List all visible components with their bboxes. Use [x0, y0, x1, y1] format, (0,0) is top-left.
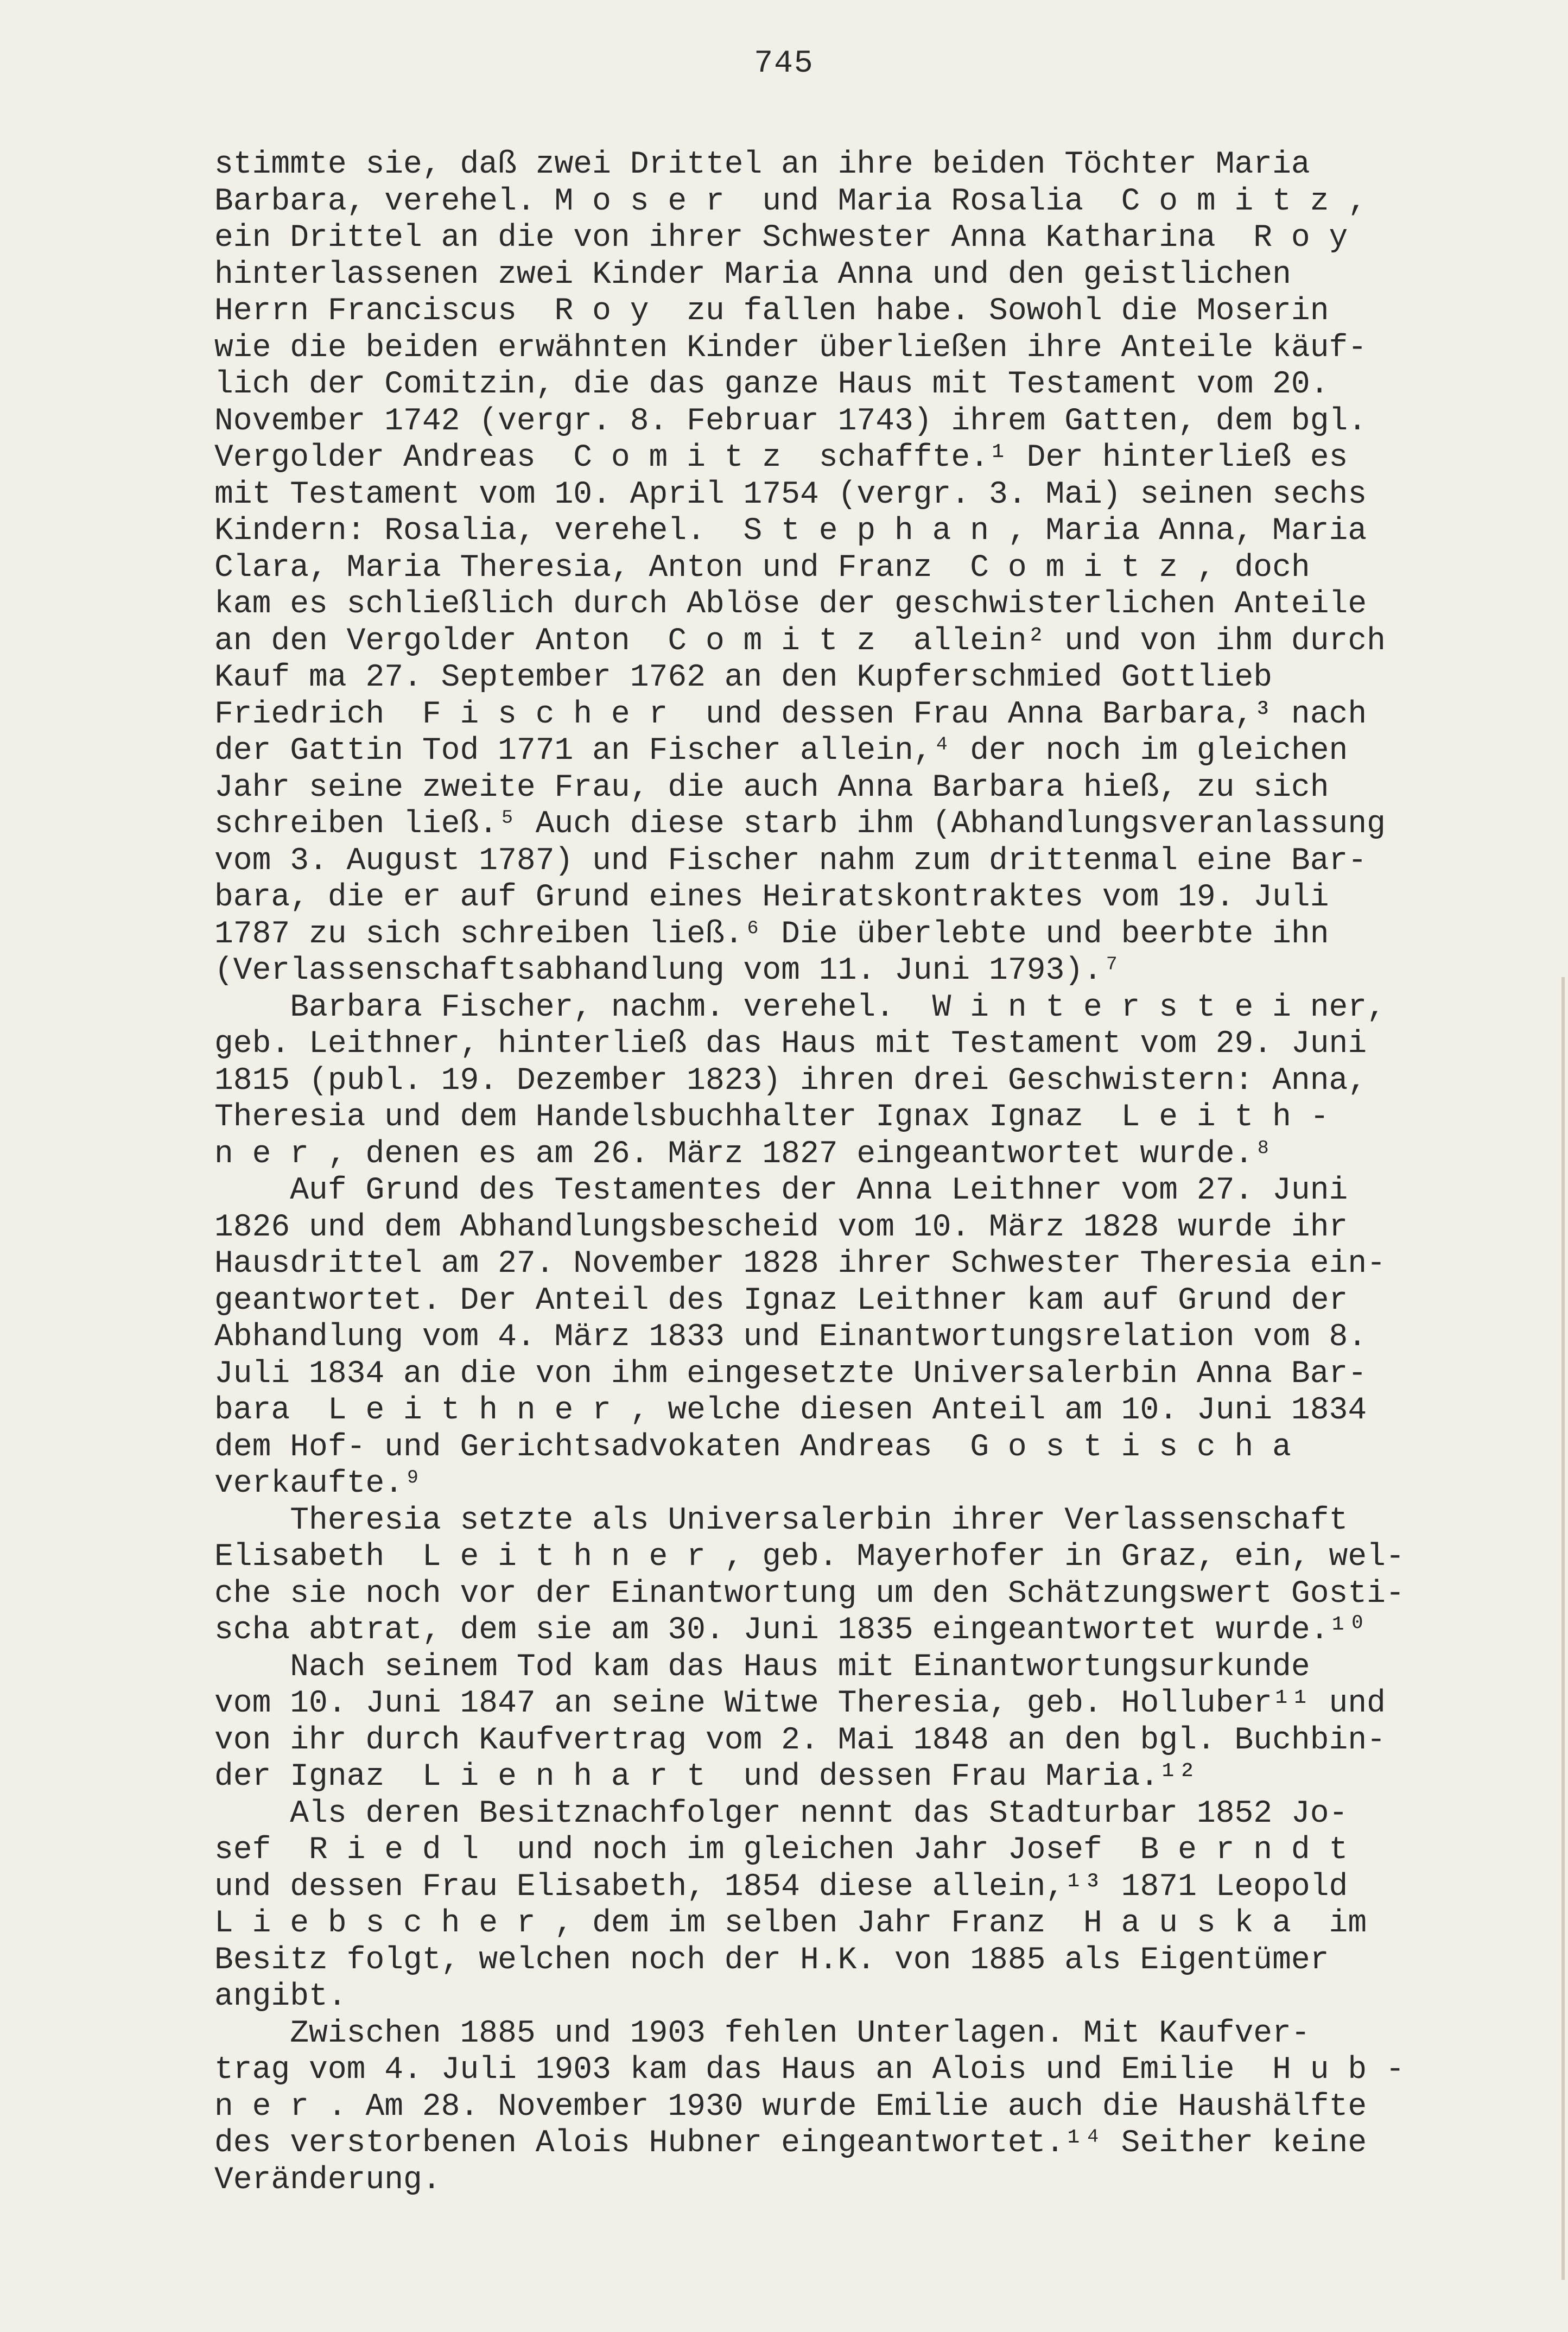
text-line: wie die beiden erwähnten Kinder überließen ihre Anteile käuf- [214, 330, 1367, 366]
text-line: n e r . Am 28. November 1930 wurde Emilie auch die Haushälfte [214, 2089, 1367, 2125]
text-line: November 1742 (vergr. 8. Februar 1743) ihrem Gatten, dem bgl. [214, 403, 1367, 439]
text-line: Abhandlung vom 4. März 1833 und Einantwortungsrelation vom 8. [214, 1320, 1367, 1355]
text-line: n e r , denen es am 26. März 1827 eingeantwortet wurde.⁸ [214, 1136, 1273, 1172]
text-line: 1815 (publ. 19. Dezember 1823) ihren drei Geschwistern: Anna, [214, 1063, 1367, 1099]
text-line: Theresia und dem Handelsbuchhalter Ignax Ignaz L e i t h - [214, 1100, 1329, 1135]
page-number: 745 [754, 46, 814, 81]
text-line: Besitz folgt, welchen noch der H.K. von 1885 als Eigentümer [214, 1942, 1329, 1978]
text-line: Kauf ma 27. September 1762 an den Kupferschmied Gottlieb [214, 660, 1273, 695]
text-line: geb. Leithner, hinterließ das Haus mit Testament vom 29. Juni [214, 1026, 1367, 1062]
text-line: Auf Grund des Testamentes der Anna Leithner vom 27. Juni [214, 1173, 1348, 1208]
text-line: Juli 1834 an die von ihm eingesetzte Universalerbin Anna Bar- [214, 1356, 1367, 1392]
text-line: Elisabeth L e i t h n e r , geb. Mayerhofer in Graz, ein, wel- [214, 1539, 1405, 1575]
text-line: hinterlassenen zwei Kinder Maria Anna und den geistlichen [214, 257, 1291, 293]
text-line: von ihr durch Kaufvertrag vom 2. Mai 1848 an den bgl. Buchbin- [214, 1722, 1386, 1758]
text-line: mit Testament vom 10. April 1754 (vergr. 3. Mai) seinen sechs [214, 477, 1367, 512]
text-line: Hausdrittel am 27. November 1828 ihrer Schwester Theresia ein- [214, 1246, 1386, 1282]
text-line: lich der Comitzin, die das ganze Haus mit Testament vom 20. [214, 367, 1329, 402]
text-line: Vergolder Andreas C o m i t z schaffte.¹ Der hinterließ es [214, 440, 1348, 476]
text-line: 1826 und dem Abhandlungsbescheid vom 10. März 1828 wurde ihr [214, 1209, 1348, 1245]
text-line: che sie noch vor der Einantwortung um den Schätzungswert Gosti- [214, 1576, 1405, 1612]
text-line: an den Vergolder Anton C o m i t z allein² und von ihm durch [214, 623, 1386, 659]
text-line: der Gattin Tod 1771 an Fischer allein,⁴ der noch im gleichen [214, 733, 1348, 769]
text-line: schreiben ließ.⁵ Auch diese starb ihm (Abhandlungsveranlassung [214, 807, 1386, 842]
text-line: Zwischen 1885 und 1903 fehlen Unterlagen. Mit Kaufver- [214, 2016, 1310, 2051]
text-line: Herrn Franciscus R o y zu fallen habe. Sowohl die Moserin [214, 294, 1329, 329]
text-line: vom 3. August 1787) und Fischer nahm zum drittenmal eine Bar- [214, 843, 1367, 879]
text-line: verkaufte.⁹ [214, 1466, 422, 1501]
text-line: bara, die er auf Grund eines Heiratskontraktes vom 19. Juli [214, 880, 1329, 915]
text-line: kam es schließlich durch Ablöse der geschwisterlichen Anteile [214, 587, 1367, 622]
text-line: 1787 zu sich schreiben ließ.⁶ Die überlebte und beerbte ihn [214, 916, 1329, 952]
text-line: angibt. [214, 1979, 347, 2014]
text-line: L i e b s c h e r , dem im selben Jahr Franz H a u s k a im [214, 1906, 1367, 1941]
text-line: scha abtrat, dem sie am 30. Juni 1835 eingeantwortet wurde.¹⁰ [214, 1613, 1367, 1648]
text-line: Als deren Besitznachfolger nennt das Stadturbar 1852 Jo- [214, 1796, 1348, 1832]
text-line: der Ignaz L i e n h a r t und dessen Frau Maria.¹² [214, 1759, 1197, 1795]
text-line: des verstorbenen Alois Hubner eingeantwortet.¹⁴ Seither keine [214, 2126, 1367, 2161]
text-line: stimmte sie, daß zwei Drittel an ihre beiden Töchter Maria [214, 147, 1310, 182]
text-line: Veränderung. [214, 2162, 441, 2198]
text-line: dem Hof- und Gerichtsadvokaten Andreas G o s t i s c h a [214, 1429, 1291, 1465]
text-line: bara L e i t h n e r , welche diesen Anteil am 10. Juni 1834 [214, 1393, 1367, 1428]
text-line: geantwortet. Der Anteil des Ignaz Leithner kam auf Grund der [214, 1283, 1348, 1319]
text-line: und dessen Frau Elisabeth, 1854 diese allein,¹³ 1871 Leopold [214, 1869, 1348, 1905]
text-line: Barbara Fischer, nachm. verehel. W i n t e r s t e i ner, [214, 990, 1386, 1025]
text-line: Jahr seine zweite Frau, die auch Anna Barbara hieß, zu sich [214, 770, 1329, 806]
body-text [214, 147, 1555, 2198]
text-line: vom 10. Juni 1847 an seine Witwe Theresia, geb. Holluber¹¹ und [214, 1686, 1386, 1721]
text-line: trag vom 4. Juli 1903 kam das Haus an Alois und Emilie H u b - [214, 2052, 1405, 2088]
page-edge-shadow [1561, 977, 1565, 2280]
text-line: (Verlassenschaftsabhandlung vom 11. Juni 1793).⁷ [214, 953, 1121, 988]
text-line: Barbara, verehel. M o s e r und Maria Rosalia C o m i t z , [214, 183, 1367, 219]
text-line: ein Drittel an die von ihrer Schwester Anna Katharina R o y [214, 220, 1348, 256]
text-line: Friedrich F i s c h e r und dessen Frau Anna Barbara,³ nach [214, 696, 1367, 732]
text-line: Nach seinem Tod kam das Haus mit Einantwortungsurkunde [214, 1649, 1310, 1685]
text-line: Clara, Maria Theresia, Anton und Franz C o m i t z , doch [214, 550, 1310, 586]
text-line: Kindern: Rosalia, verehel. S t e p h a n , Maria Anna, Maria [214, 514, 1367, 549]
text-line: sef R i e d l und noch im gleichen Jahr Josef B e r n d t [214, 1833, 1348, 1868]
text-line: Theresia setzte als Universalerbin ihrer Verlassenschaft [214, 1503, 1348, 1538]
